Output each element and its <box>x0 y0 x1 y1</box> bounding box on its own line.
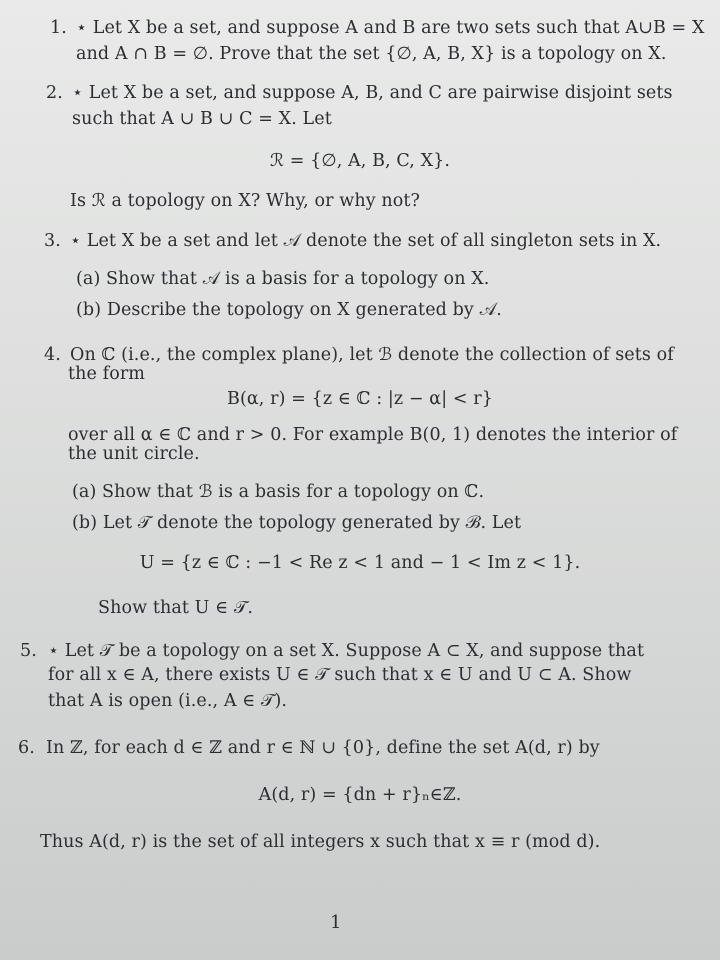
problem-4-line-2: the form <box>68 364 145 384</box>
problem-6-display-equation: A(d, r) = {dn + r}ₙ∈ℤ. <box>258 785 462 805</box>
page-number: 1 <box>330 912 342 933</box>
problem-4-after-line-2: the unit circle. <box>68 444 200 464</box>
problem-4-after-line-1: over all α ∈ ℂ and r > 0. For example B(0, 1) denotes the interior of <box>68 425 678 445</box>
problem-5-line-2: for all x ∈ A, there exists U ∈ 𝒯 such that x ∈ U and U ⊂ A. Show <box>48 665 632 685</box>
problem-3-number: 3. <box>44 231 61 251</box>
problem-2-number: 2. <box>46 83 63 103</box>
problem-4-part-b: (b) Let 𝒯 denote the topology generated by ℬ. Let <box>72 513 522 533</box>
problem-4-display-equation-2: U = {z ∈ ℂ : −1 < Re z < 1 and − 1 < Im z < 1}. <box>139 553 581 573</box>
problem-6-conclusion: Thus A(d, r) is the set of all integers x such that x ≡ r (mod d). <box>40 832 601 852</box>
problem-5-line-3: that A is open (i.e., A ∈ 𝒯). <box>48 691 288 711</box>
problem-4-display-equation: B(α, r) = {z ∈ ℂ : |z − α| < r} <box>226 389 493 409</box>
problem-6-line-1: In ℤ, for each d ∈ ℤ and r ∈ ℕ ∪ {0}, define the set A(d, r) by <box>46 738 600 758</box>
problem-4-conclusion: Show that U ∈ 𝒯. <box>98 598 254 618</box>
problem-3-part-a: (a) Show that 𝒜 is a basis for a topology on X. <box>76 269 490 289</box>
problem-1-line-1: ⋆ Let X be a set, and suppose A and B are two sets such that A∪B = X <box>76 18 705 38</box>
problem-5-number: 5. <box>20 641 37 661</box>
problem-2-line-2: such that A ∪ B ∪ C = X. Let <box>72 109 332 129</box>
problem-4-line-1: On ℂ (i.e., the complex plane), let ℬ denote the collection of sets of <box>70 345 674 365</box>
problem-2-question: Is ℛ a topology on X? Why, or why not? <box>70 191 420 211</box>
problem-4-part-a: (a) Show that ℬ is a basis for a topology on ℂ. <box>72 482 485 502</box>
problem-6-number: 6. <box>18 738 35 758</box>
problem-5-line-1: ⋆ Let 𝒯 be a topology on a set X. Suppose A ⊂ X, and suppose that <box>48 641 645 661</box>
problem-1-number: 1. <box>50 18 67 38</box>
problem-2-display-equation: ℛ = {∅, A, B, C, X}. <box>269 151 451 171</box>
problem-2-line-1: ⋆ Let X be a set, and suppose A, B, and C are pairwise disjoint sets <box>72 83 673 103</box>
problem-3-line-1: ⋆ Let X be a set and let 𝒜 denote the set of all singleton sets in X. <box>70 231 662 251</box>
problem-4-number: 4. <box>44 345 61 365</box>
problem-3-part-b: (b) Describe the topology on X generated by 𝒜. <box>76 300 502 320</box>
problem-1-line-2: and A ∩ B = ∅. Prove that the set {∅, A, B, X} is a topology on X. <box>76 44 667 64</box>
